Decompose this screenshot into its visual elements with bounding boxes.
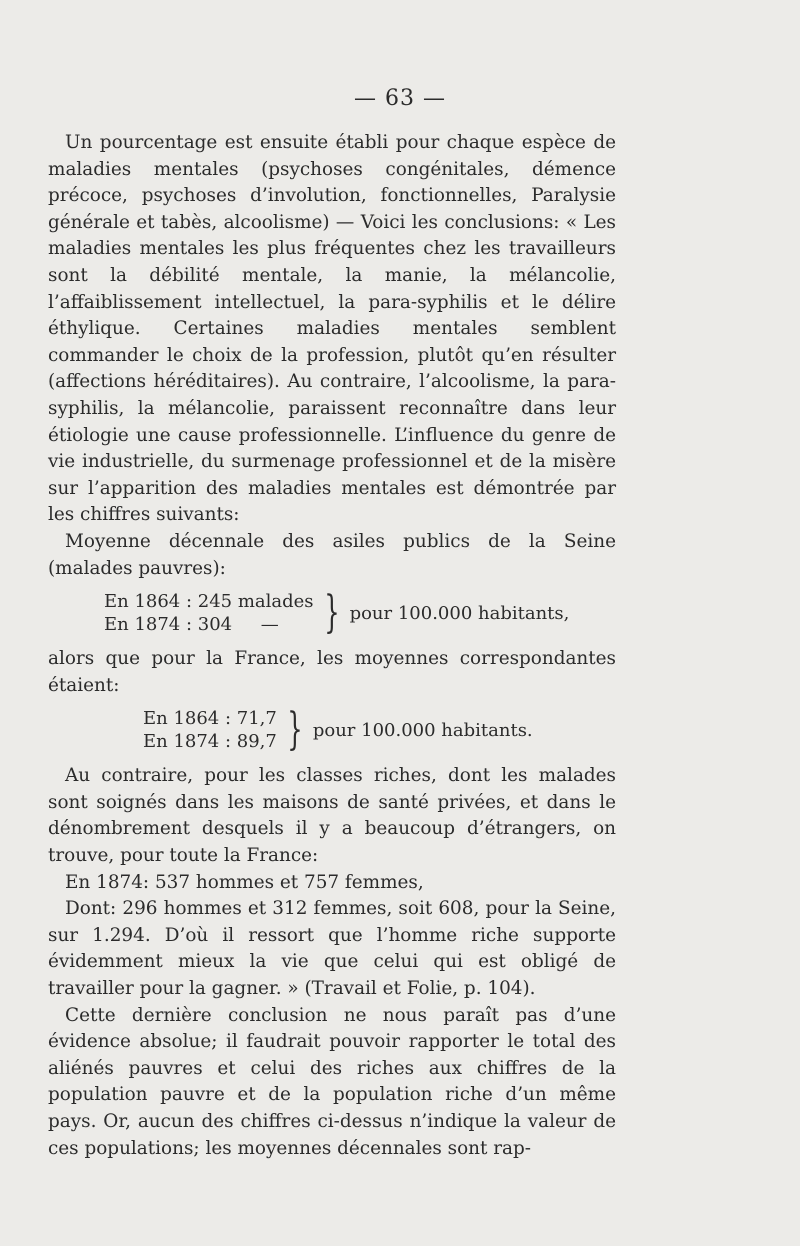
brace-icon: }	[287, 704, 303, 756]
table-note: pour 100.000 habitants.	[312, 719, 533, 741]
page-number: — 63 —	[354, 86, 446, 111]
table-row: En 1874 : 89,7	[143, 731, 277, 753]
statistics-table-seine	[104, 587, 616, 639]
paragraph: Au contraire, pour les classes riches, dont les malades sont soignés dans les maisons de santé privées, et dans le dénombrement desquels il y a beaucoup d’étrangers, on trouve, pour toute la France:	[48, 765, 616, 867]
table-row: En 1864 : 71,7	[143, 708, 277, 730]
brace-icon: }	[323, 587, 340, 639]
paragraph: Moyenne décennale des asiles publics de la Seine (malades pauvres):	[48, 530, 616, 579]
table-note: pour 100.000 habitants,	[349, 602, 570, 624]
paragraph: alors que pour la France, les moyennes correspondantes étaient:	[48, 648, 616, 696]
paragraph: En 1874: 537 hommes et 757 femmes,	[65, 871, 424, 893]
paragraph: Dont: 296 hommes et 312 femmes, soit 608, pour la Seine, sur 1.294. D’où il ressort que l’homme riche supporte évidemment mieux la vie que celui qui est obligé de travailler pour la gagner. » (Travail et Folie, p. 104).	[48, 898, 616, 1000]
table-row: En 1864 : 245 malades	[104, 591, 314, 613]
body-text	[48, 130, 616, 1162]
paragraph: Cette dernière conclusion ne nous paraît pas d’une évidence absolue; il faudrait pouvoir rapporter le total des aliénés pauvres et celui des riches aux chiffres de la population pauvre et de la population riche d’un même pays. Or, aucun des chiffres ci-dessus n’indique la valeur de ces populations; les moyennes décennales sont rap-	[48, 1004, 616, 1159]
statistics-table-france	[143, 704, 616, 756]
paragraph: Un pourcentage est ensuite établi pour chaque espèce de maladies mentales (psychoses congénitales, démence précoce, psychoses d’involution, fonctionnelles, Paralysie générale et tabès, alcoolisme) — Voici les conclusions: « Les maladies mentales les plus fréquentes chez les travailleurs sont la débilité mentale, la manie, la mélancolie, l’affaiblissement intellectuel, la para-syphilis et le délire éthylique. Certaines maladies mentales semblent commander le choix de la profession, plutôt qu’en résulter (affections héréditaires). Au contraire, l’alcoolisme, la para-syphilis, la mélancolie, paraissent reconnaître dans leur étiologie une cause professionnelle. L’influence du genre de vie industrielle, du surmenage professionnel et de la misère sur l’apparition des maladies mentales est démontrée par les chiffres suivants:	[48, 132, 616, 526]
table-row: En 1874 : 304 —	[104, 614, 279, 636]
